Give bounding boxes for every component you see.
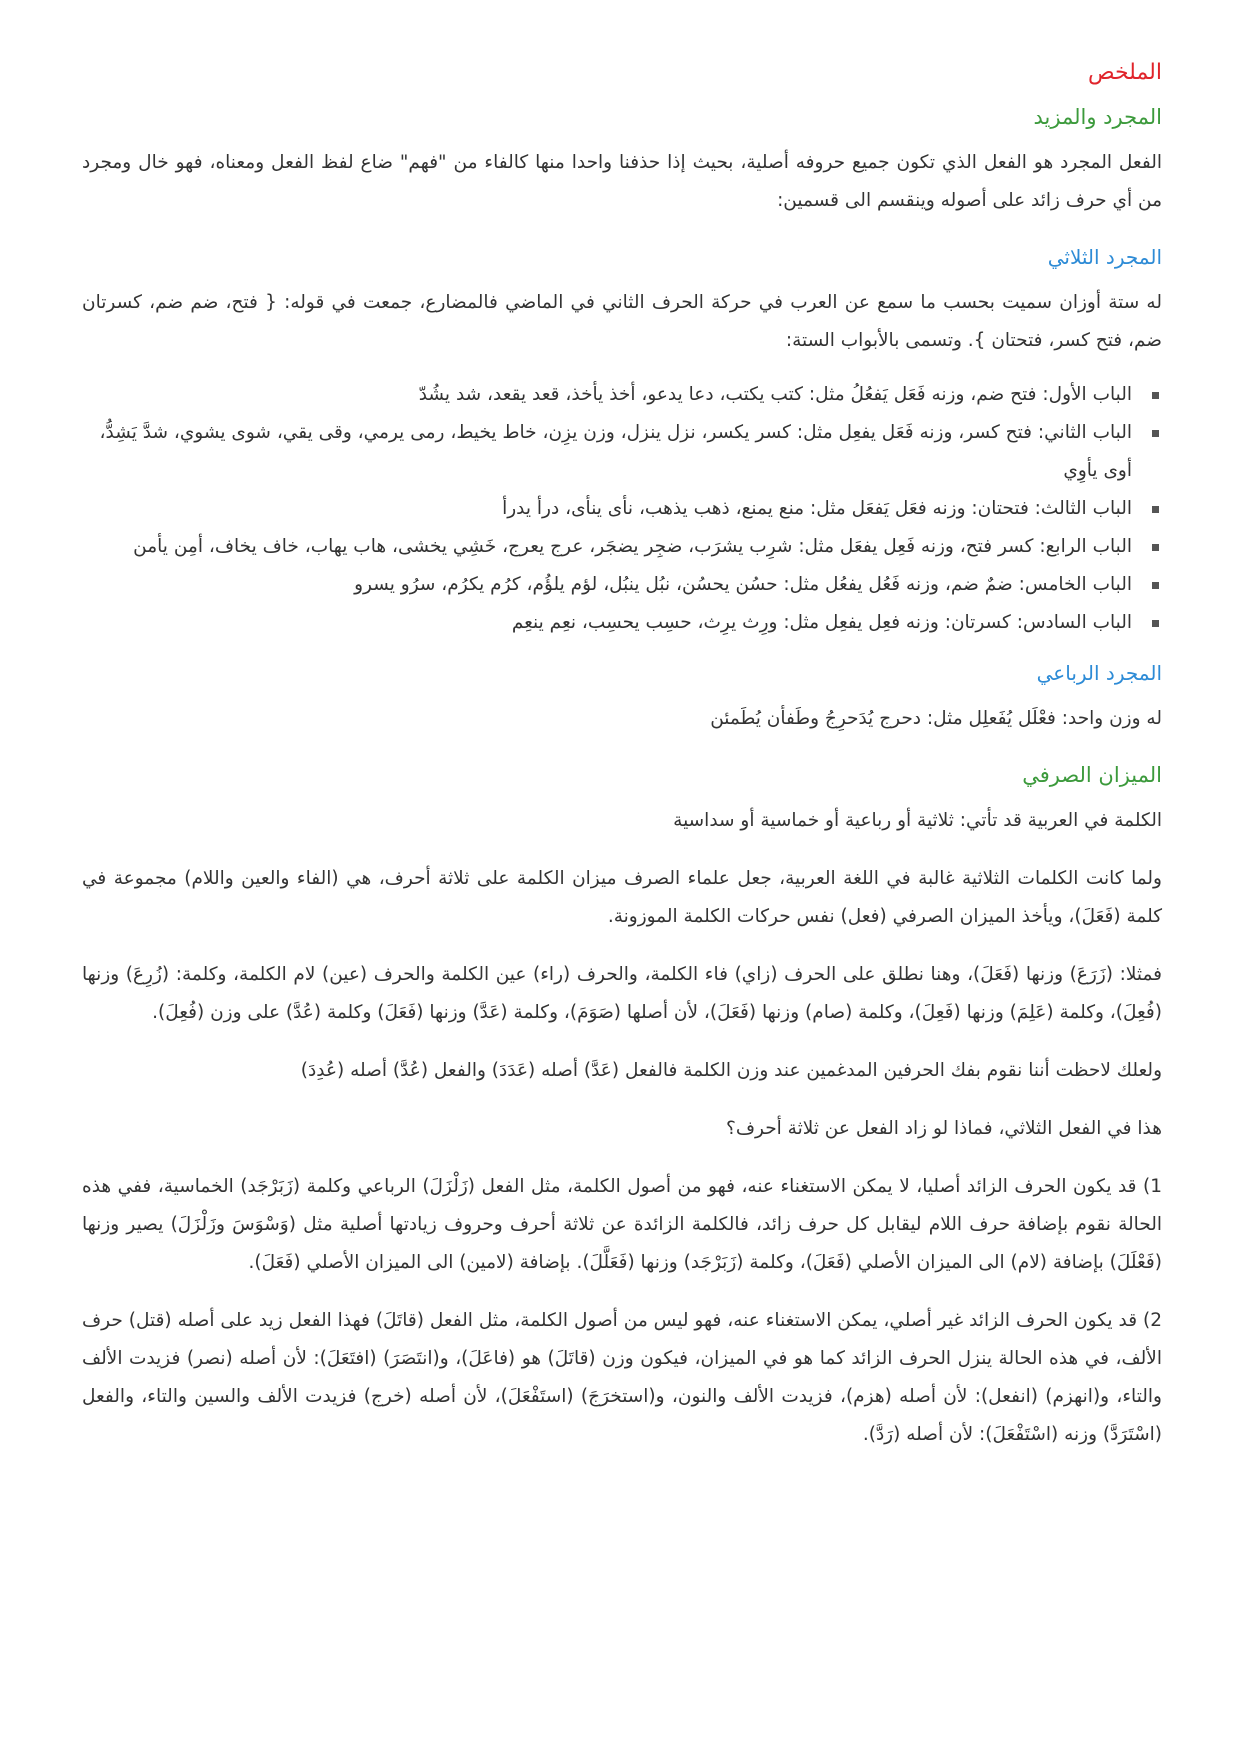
bullet-icon <box>1152 506 1159 513</box>
bullet-icon <box>1152 544 1159 551</box>
section-heading-mizan: الميزان الصرفي <box>1022 763 1162 787</box>
section-paragraph: 1) قد يكون الحرف الزائد أصليا، لا يمكن الاستغناء عنه، فهو من أصول الكلمة، مثل الفعل (زَلْزَلَ) الرباعي وكلمة (زَبَرْجَد) الخماسية، ففي هذه الحالة نقوم بإضافة حرف اللام ليقابل كل حرف زائد، فالكلمة الزائدة عن ثلاثة أحرف وحروف زيادتها أصلية مثل (وَسْوَسَ وزَلْزَلَ) يصير وزنها (فَعْلَلَ) بإضافة (لام) الى الميزان الأصلي (فَعَلَ)، وكلمة (زَبَرْجَد) وزنها (فَعَلَّلَ). بإضافة (لامين) الى الميزان الأصلي (فَعَلَ). <box>82 1176 1162 1273</box>
section-paragraph: هذا في الفعل الثلاثي، فماذا لو زاد الفعل عن ثلاثة أحرف؟ <box>726 1118 1162 1139</box>
bullet-icon <box>1152 582 1159 589</box>
list-item: الباب الثاني: فتح كسر، وزنه فَعَل يفعِل مثل: كسر يكسر، نزل ينزل، وزن يزِن، خاط يخيط، رمى يرمي، وقى يقي، شوى يشوي، شدَّ يَشِدُّ، أوى يأوِي <box>82 414 1132 490</box>
document-page <box>82 48 1162 1474</box>
list-item: الباب الأول: فتح ضم، وزنه فَعَل يَفعُلُ مثل: كتب يكتب، دعا يدعو، أخذ يأخذ، قعد يقعد، شد يشُدّ <box>82 376 1132 414</box>
section-heading-mujarrad-mazid: المجرد والمزيد <box>1033 105 1162 129</box>
section-paragraph: ولعلك لاحظت أننا نقوم بفك الحرفين المدغمين عند وزن الكلمة فالفعل (عَدَّ) أصله (عَدَدَ) والفعل (عُدَّ) أصله (عُدِدَ) <box>300 1060 1162 1081</box>
section-paragraph: 2) قد يكون الحرف الزائد غير أصلي، يمكن الاستغناء عنه، فهو ليس من أصول الكلمة، مثل الفعل (قاتَلَ) فهذا الفعل زيد على أصله (قتل) حرف الألف، في هذه الحالة ينزل الحرف الزائد كما هو في الميزان، فيكون وزن (قاتَلَ) هو (فاعَلَ)، و(انتَصَرَ) (افتَعَلَ): لأن أصله (نصر) فزيدت الألف والتاء، و(انهزم) (انفعل): لأن أصله (هزم)، فزيدت الألف والنون، و(استخرَجَ) (استَفْعَلَ)، لأن أصله (خرج) فزيدت الألف والسين والتاء، والفعل (اسْتَرَدَّ) وزنه (اسْتَفْعَلَ): لأن أصله (رَدَّ). <box>82 1310 1162 1445</box>
subsection-heading-thulathi: المجرد الثلاثي <box>1047 245 1162 269</box>
section-paragraph: الفعل المجرد هو الفعل الذي تكون جميع حروفه أصلية، بحيث إذا حذفنا واحدا منها كالفاء من "فهم" ضاع لفظ الفعل ومعناه، فهو خال ومجرد من أي حرف زائد على أصوله وينقسم الى قسمين: <box>82 152 1162 211</box>
bullet-icon <box>1152 620 1159 627</box>
bullet-icon <box>1152 392 1159 399</box>
bab-list <box>82 376 1162 642</box>
section-paragraph: له ستة أوزان سميت بحسب ما سمع عن العرب في حركة الحرف الثاني في الماضي فالمضارع، جمعت في قوله: { فتح، ضم ضم، كسرتان ضم، فتح كسر، فتحتان }. وتسمى بالأبواب الستة: <box>82 292 1162 351</box>
summary-heading: الملخص <box>1088 60 1162 85</box>
list-item: الباب السادس: كسرتان: وزنه فعِل يفعِل مثل: ورِث يرِث، حسِب يحسِب، نعِم ينعِم <box>82 604 1132 642</box>
list-item: الباب الرابع: كسر فتح، وزنه فَعِل يفعَل مثل: شرِب يشرَب، ضجِر يضجَر، عرج يعرج، خَشِي يخشى، هاب يهاب، خاف يخاف، أمِن يأمن <box>82 528 1132 566</box>
section-paragraph: ولما كانت الكلمات الثلاثية غالبة في اللغة العربية، جعل علماء الصرف ميزان الكلمة على ثلاثة أحرف، هي (الفاء والعين واللام) مجموعة في كلمة (فَعَلَ)، ويأخذ الميزان الصرفي (فعل) نفس حركات الكلمة الموزونة. <box>82 868 1162 927</box>
section-paragraph: له وزن واحد: فعْلَل يُفَعلِل مثل: دحرج يُدَحرِجُ وطَفأن يُطَمئن <box>710 708 1162 729</box>
bullet-icon <box>1152 430 1159 437</box>
list-item: الباب الخامس: ضمٌ ضم، وزنه فَعُل يفعُل مثل: حسُن يحسُن، نبُل ينبُل، لؤم يلؤُم، كرُم يكرُم، سرُو يسرو <box>82 566 1132 604</box>
subsection-heading-rubai: المجرد الرباعي <box>1036 661 1162 685</box>
list-item: الباب الثالث: فتحتان: وزنه فعَل يَفعَل مثل: منع يمنع، ذهب يذهب، نأى ينأى، درأ يدرأ <box>82 490 1132 528</box>
section-paragraph: فمثلا: (زَرَعَ) وزنها (فَعَلَ)، وهنا نطلق على الحرف (زاي) فاء الكلمة، والحرف (راء) عين الكلمة والحرف (عين) لام الكلمة، وكلمة: (زُرِعَ) وزنها (فُعِلَ)، وكلمة (عَلِمَ) وزنها (فَعِلَ)، وكلمة (صام) وزنها (فَعَلَ)، لأن أصلها (صَوَمَ)، وكلمة (عَدَّ) وزنها (فَعَلَ) وكلمة (عُدَّ) على وزن (فُعِلَ). <box>82 964 1162 1023</box>
section-paragraph: الكلمة في العربية قد تأتي: ثلاثية أو رباعية أو خماسية أو سداسية <box>673 810 1162 831</box>
